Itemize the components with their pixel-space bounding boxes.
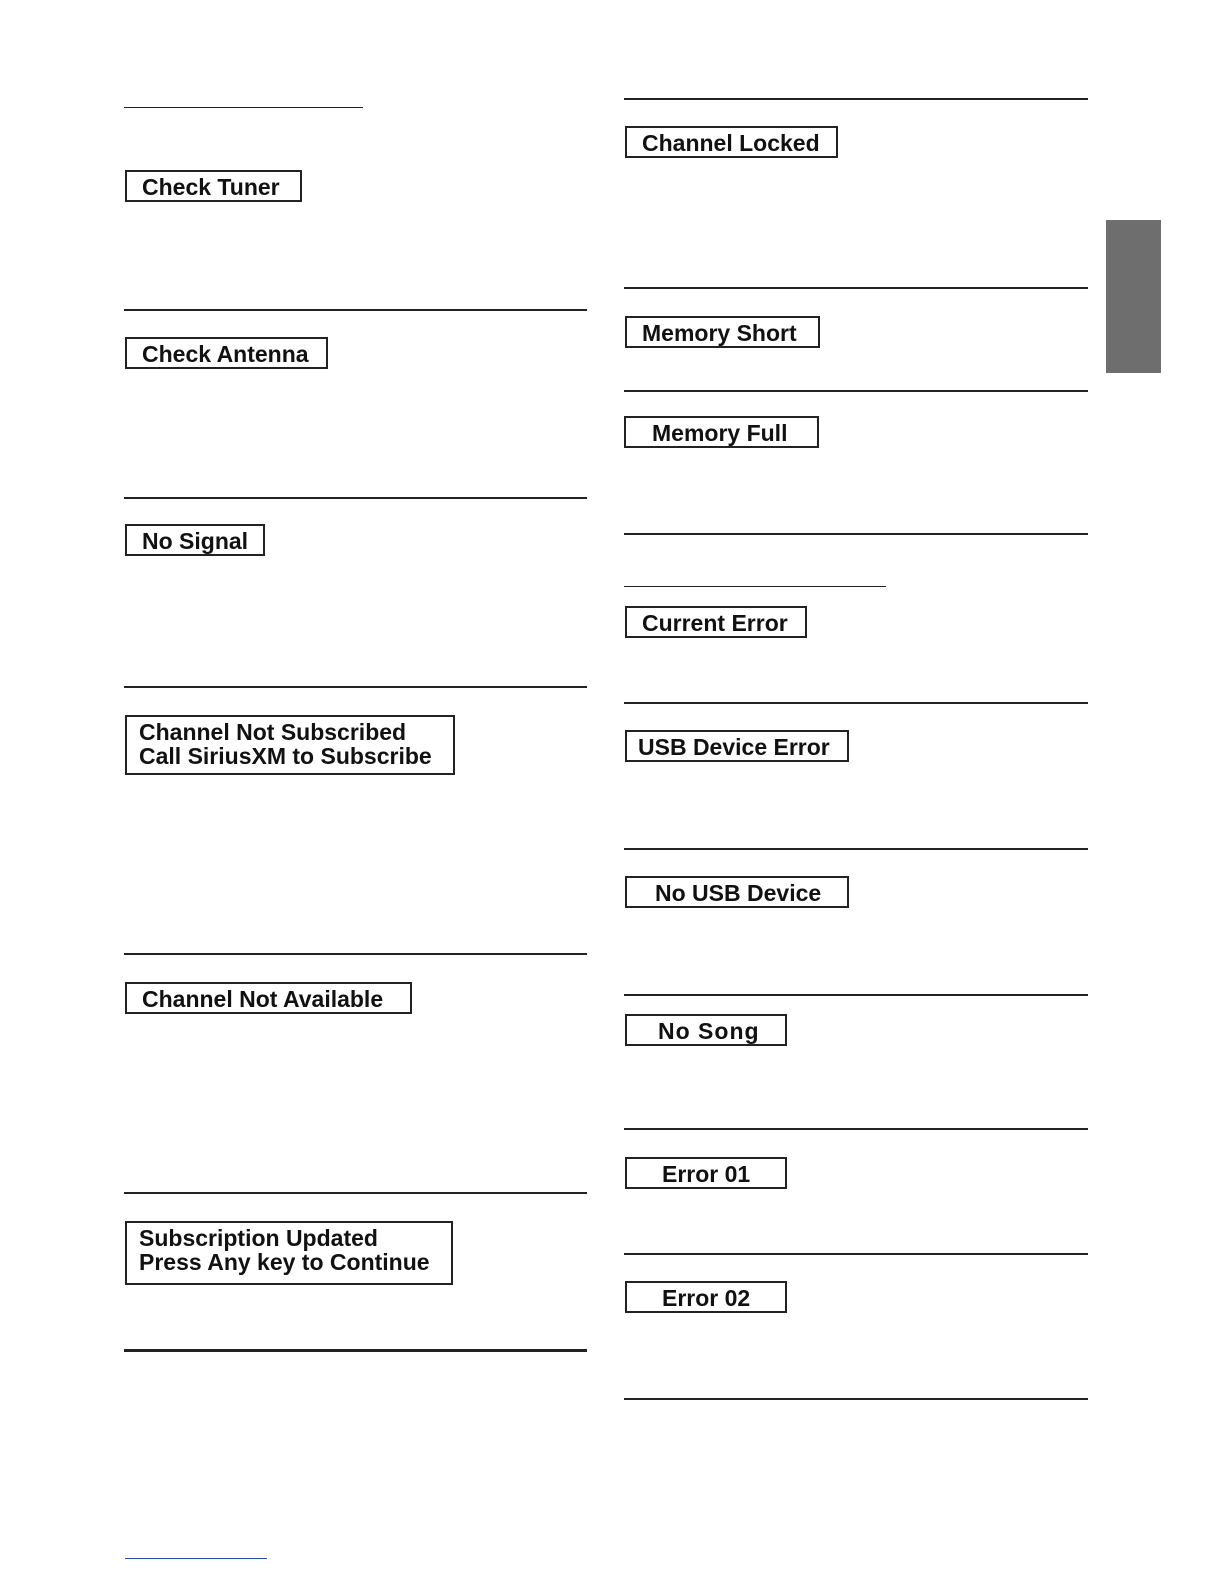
display-message-error-02 xyxy=(625,1281,787,1313)
display-message-memory-full xyxy=(624,416,819,448)
section-rule xyxy=(624,533,1088,535)
message-text: Channel Locked xyxy=(642,130,820,156)
section-rule xyxy=(624,98,1088,100)
message-text: USB Device Error xyxy=(638,734,830,760)
display-message-channel-locked xyxy=(625,126,838,158)
display-message-no-usb-device xyxy=(625,876,849,908)
message-text: Error 01 xyxy=(662,1161,751,1187)
section-rule xyxy=(124,1349,587,1352)
message-text: No Song xyxy=(658,1018,760,1044)
section-rule xyxy=(124,309,587,311)
footer-rule xyxy=(125,1558,267,1559)
message-text-line-2: Call SiriusXM to Subscribe xyxy=(139,743,432,769)
section-rule xyxy=(624,1253,1088,1255)
message-text-line-2: Press Any key to Continue xyxy=(139,1249,430,1275)
message-text: Current Error xyxy=(642,610,788,636)
message-text: Error 02 xyxy=(662,1285,751,1311)
section-rule xyxy=(124,497,587,499)
display-message-memory-short xyxy=(625,316,820,348)
message-text: Memory Full xyxy=(652,420,788,446)
display-message-channel-not-subscribed xyxy=(125,715,455,775)
section-rule xyxy=(624,1128,1088,1130)
message-text-line-1: Subscription Updated xyxy=(139,1225,378,1251)
message-text: Check Tuner xyxy=(142,174,280,200)
section-rule xyxy=(124,107,363,108)
section-rule xyxy=(124,953,587,955)
section-rule xyxy=(124,686,587,688)
message-text: Channel Not Available xyxy=(142,986,384,1012)
display-message-no-song xyxy=(625,1014,787,1046)
message-text: Check Antenna xyxy=(142,341,309,367)
display-message-usb-device-error xyxy=(625,730,849,762)
section-rule xyxy=(124,1192,587,1194)
message-text: Memory Short xyxy=(642,320,797,346)
section-rule xyxy=(624,390,1088,392)
message-text: No Signal xyxy=(142,528,249,554)
section-rule xyxy=(624,848,1088,850)
section-rule xyxy=(624,994,1088,996)
section-thumb-tab xyxy=(1106,220,1161,373)
display-message-channel-not-available xyxy=(125,982,412,1014)
display-message-current-error xyxy=(625,606,807,638)
message-text-line-1: Channel Not Subscribed xyxy=(139,719,407,745)
section-rule xyxy=(624,287,1088,289)
message-text: No USB Device xyxy=(655,880,822,906)
display-message-check-antenna xyxy=(125,337,328,369)
display-message-error-01 xyxy=(625,1157,787,1189)
section-rule xyxy=(624,586,886,587)
section-rule xyxy=(624,702,1088,704)
display-message-subscription-updated xyxy=(125,1221,453,1285)
section-rule xyxy=(624,1398,1088,1400)
display-message-check-tuner xyxy=(125,170,302,202)
display-message-no-signal xyxy=(125,524,265,556)
